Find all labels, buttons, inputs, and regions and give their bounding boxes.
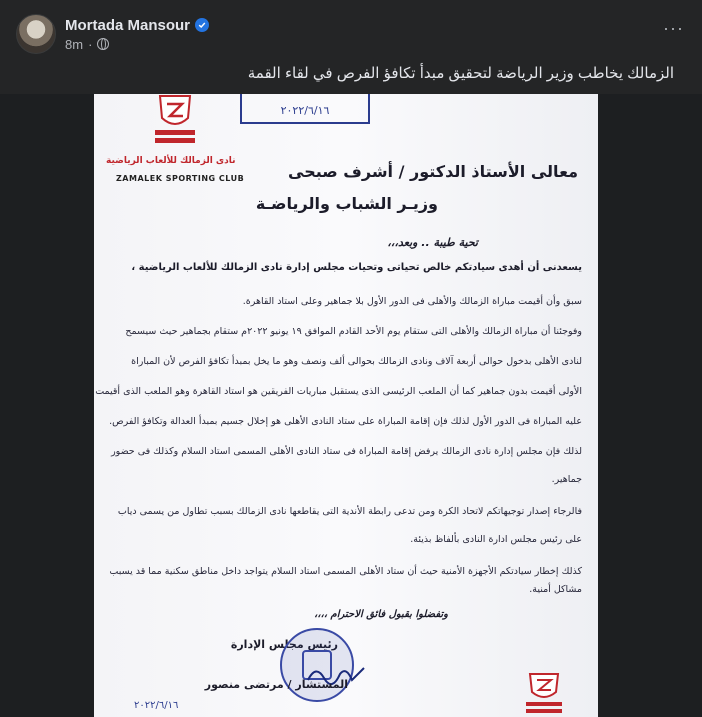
- received-stamp: ٢٠٢٢/٦/١٦: [240, 94, 370, 124]
- handwritten-date: ٢٠٢٢/٦/١٦: [134, 700, 179, 711]
- letter-body-line: الأولى أقيمت بدون جماهير كما أن الملعب الرئيسى الذى يستقبل مباريات الفريقين هو استاد القاهرة وهو الملعب الذى أقيمت: [95, 386, 582, 397]
- chairman-title: رئيس مجلس الإدارة: [230, 638, 338, 651]
- letter-body-line: لنادى الأهلى بدخول حوالى أربعة آلاف ونادى الزمالك بحوالى ألف ونصف وهو ما يخل بمبدأ تكافؤ الفرص لأن المباراة: [131, 356, 582, 367]
- letter-ministry: وزيـر الشباب والرياضـة: [255, 194, 438, 213]
- letter-body-line: عليه المباراة فى الدور الأول لذلك فإن إقامة المباراة على ستاد النادى الأهلى هو إخلال جسيم بمبدأ العدالة وتكافؤ الفرص.: [109, 416, 582, 427]
- zamalek-logo-icon: [120, 94, 220, 184]
- letter-body-line: لذلك فإن مجلس إدارة نادى الزمالك يرفض إقامة المباراة فى ستاد النادى الأهلى المسمى استاد السلام وكذلك فى حضور: [111, 446, 582, 457]
- letter-body-line: فالرجاء إصدار توجيهاتكم لاتحاد الكرة ومن تدعى رابطة الأندية التى يقاطعها نادى الزمالك بسبب تطاول من يسمى دياب: [117, 506, 582, 517]
- author-row: [65, 17, 209, 34]
- letter-addressee: معالى الأستاذ الدكتور / أشرف صبحى: [288, 162, 578, 181]
- club-name-english: ZAMALEK SPORTING CLUB: [116, 174, 245, 183]
- post-time[interactable]: 8m: [65, 36, 84, 52]
- verified-badge-icon: [195, 18, 209, 32]
- letter-body-line: جماهير.: [551, 474, 582, 485]
- letter-signer: المستشار / مرتضى منصور: [204, 678, 348, 691]
- post-photo[interactable]: [0, 94, 702, 717]
- letter-body-line: على رئيس مجلس ادارة النادى بألفاظ بذيئة.: [410, 534, 582, 545]
- letter-closing: وتفضلوا بقبول فائق الاحترام ،،،،: [314, 609, 448, 620]
- more-options-icon[interactable]: ···: [663, 18, 684, 38]
- author-name[interactable]: Mortada Mansour: [65, 16, 191, 34]
- club-name-arabic: نادى الزمالك للألعاب الرياضية: [106, 156, 236, 166]
- separator-dot: ·: [88, 36, 93, 52]
- letter-body-line: وفوجئنا أن مباراة الزمالك والأهلى التى ستقام يوم الأحد القادم الموافق ١٩ يونيو ٢٠٢٢م ستقام بجماهير حيث سيسمح: [125, 326, 582, 337]
- letter-body-line: مشاكل أمنية.: [529, 584, 582, 595]
- post-subline: [65, 37, 209, 52]
- post-caption: الزمالك يخاطب وزير الرياضة لتحقيق مبدأ تكافؤ الفرص في لقاء القمة: [247, 65, 674, 82]
- post-header: [16, 12, 209, 56]
- globe-icon: [97, 38, 109, 50]
- letter-body-line: كذلك إخطار سيادتكم الأجهزة الأمنية حيث أن ستاد الأهلى المسمى استاد السلام يتواجد داخل مناطق سكنية مما قد يسبب: [109, 566, 582, 577]
- letter-body-line: سبق وأن أقيمت مباراة الزمالك والأهلى فى الدور الأول بلا جماهير وعلى استاد القاهرة.: [242, 296, 582, 307]
- letter-document: [94, 94, 598, 717]
- zamalek-logo-small-icon: [514, 672, 574, 717]
- avatar[interactable]: [16, 14, 56, 54]
- letter-greeting: تحية طيبة .. وبعد،،،: [387, 236, 478, 249]
- letter-intro: يسعدنى أن أهدى سيادتكم خالص تحياتى وتحيات مجلس إدارة نادى الزمالك للألعاب الرياضية ،: [131, 262, 582, 273]
- post-meta: [65, 17, 209, 52]
